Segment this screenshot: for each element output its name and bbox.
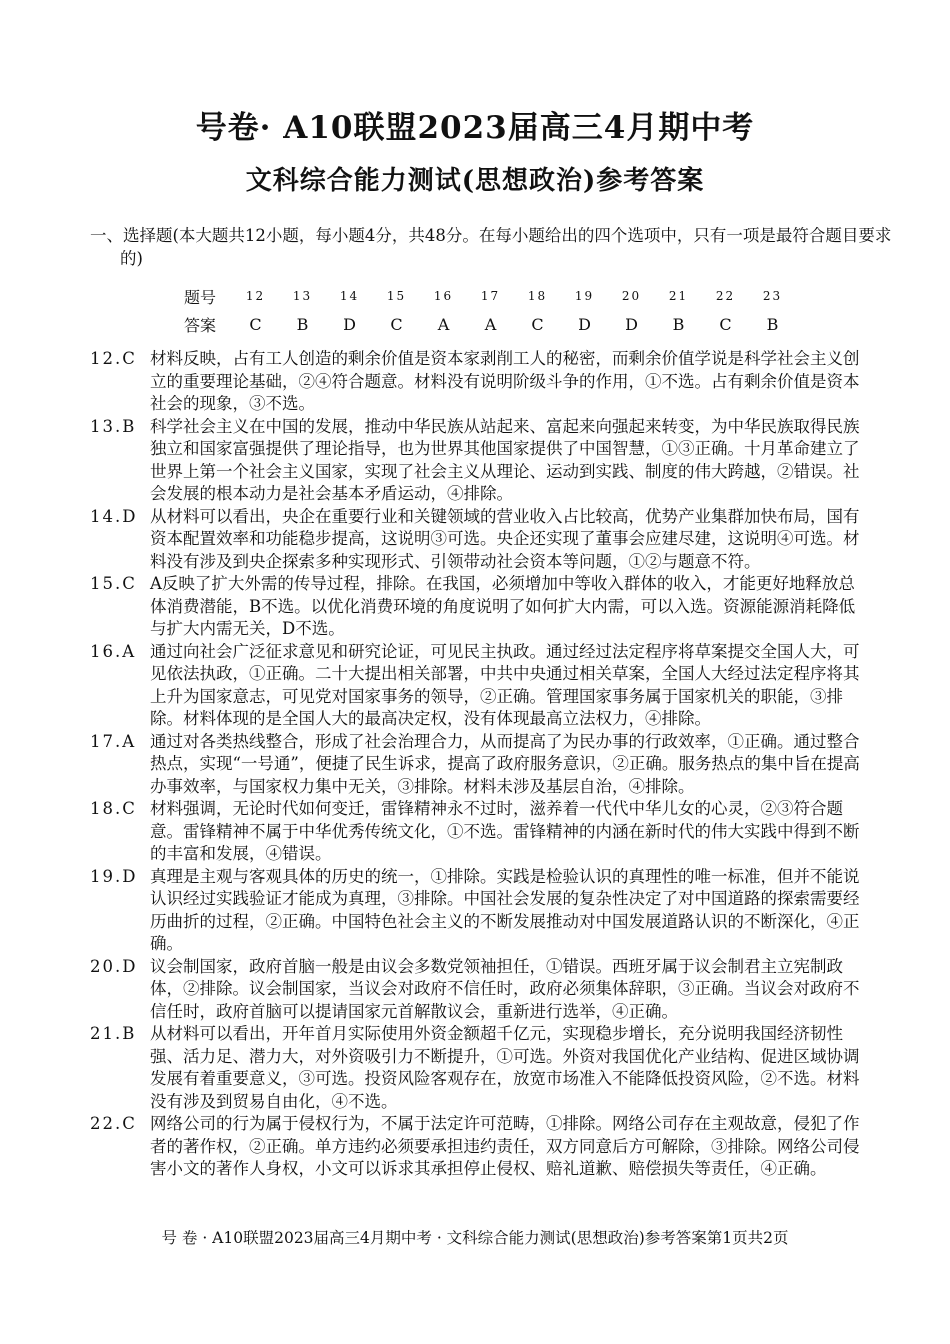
question-number-label: 题号	[184, 287, 217, 307]
explanation-text: 从材料可以看出，开年首月实际使用外资金额超千亿元，实现稳步增长，充分说明我国经济韧性强、活力足、潜力大，对外资吸引力不断提升，①可选。外资对我国优化产业结构、促进区域协调发展有着重要意义，③可选。投资风险客观存在，放宽市场准入不能降低投资风险，②不选。材料没有涉及到贸易自由化，④不选。	[150, 1024, 860, 1111]
explanation-label: 15.C	[90, 574, 137, 593]
explanation-label: 22.C	[90, 1114, 137, 1133]
question-number: 21	[668, 289, 689, 303]
explanation-item	[90, 506, 870, 574]
explanation-item	[90, 866, 870, 956]
explanation-text: 材料反映，占有工人创造的剩余价值是资本家剥削工人的秘密，而剩余价值学说是科学社会主义创立的重要理论基础，②④符合题意。材料没有说明阶级斗争的作用，①不选。占有剩余价值是资本社会的现象，③不选。	[150, 349, 860, 413]
explanation-text: 通过向社会广泛征求意见和研究论证，可见民主执政。通过经过法定程序将草案提交全国人大，可见依法执政，①正确。二十大提出相关部署，中共中央通过相关草案，全国人大经过法定程序将其上升为国家意志，可见党对国家事务的领导，②正确。管理国家事务属于国家机关的职能，③排除。材料体现的是全国人大的最高决定权，没有体现最高立法权力，④排除。	[150, 641, 860, 728]
explanation-label: 18.C	[90, 799, 137, 818]
answer-cell: A	[484, 314, 497, 334]
answer-cell: B	[672, 314, 685, 334]
explanation-label: 12.C	[90, 349, 137, 368]
explanation-label: 13.B	[90, 416, 137, 436]
answer-cell: C	[719, 314, 732, 334]
answer-label: 答案	[184, 315, 217, 335]
answer-cell: C	[249, 314, 262, 334]
question-number: 15	[386, 289, 407, 303]
explanation-text: 从材料可以看出，央企在重要行业和关键领域的营业收入占比较高，优势产业集群加快布局，国有资本配置效率和功能稳步提高，这说明③可选。央企还实现了董事会应建尽建，这说明④可选。材料没有涉及到央企探索多种实现形式、引领带动社会资本等问题，①②与题意不符。	[150, 506, 860, 571]
question-number: 12	[245, 289, 266, 303]
page-footer: 号 卷 · A10联盟2023届高三4月期中考 · 文科综合能力测试(思想政治)参考答案第1页共2页	[161, 1229, 789, 1247]
explanation-item	[90, 1113, 870, 1181]
question-number: 17	[480, 289, 501, 303]
answer-row	[184, 310, 796, 338]
explanation-label: 14.D	[90, 506, 138, 526]
explanation-item	[90, 798, 870, 866]
answer-cell: D	[343, 314, 356, 334]
explanation-label: 21.B	[90, 1024, 137, 1043]
explanation-label: 17.A	[90, 731, 137, 751]
question-number-row	[184, 282, 796, 310]
explanation-text: 通过对各类热线整合，形成了社会治理合力，从而提高了为民办事的行政效率，①正确。通过整合热点，实现“一号通”，便捷了民生诉求，提高了政府服务意识，②正确。服务热点的集中旨在提高办事效率，与国家权力集中无关，③排除。材料未涉及基层自治，④排除。	[150, 731, 860, 796]
explanation-item	[90, 416, 870, 506]
question-number: 16	[433, 289, 454, 303]
explanation-item	[90, 956, 870, 1024]
explanation-item	[90, 573, 870, 641]
question-number: 13	[292, 289, 313, 303]
answer-cell: D	[625, 314, 638, 334]
answer-cell: B	[296, 314, 309, 334]
explanation-text: 议会制国家，政府首脑一般是由议会多数党领袖担任，①错误。西班牙属于议会制君主立宪制政体，②排除。议会制国家，当议会对政府不信任时，政府必须集体辞职，③正确。当议会对政府不信任时，政府首脑可以提请国家元首解散议会，重新进行选举，④正确。	[150, 956, 860, 1021]
answer-cell: D	[578, 314, 591, 334]
explanation-text: 材料强调，无论时代如何变迁，雷锋精神永不过时，滋养着一代代中华儿女的心灵，②③符合题意。雷锋精神不属于中华优秀传统文化，①不选。雷锋精神的内涵在新时代的伟大实践中得到不断的丰富和发展，④错误。	[150, 799, 860, 863]
explanation-label: 20.D	[90, 956, 138, 976]
explanation-list	[90, 348, 870, 1181]
question-number: 20	[621, 289, 642, 303]
question-number: 19	[574, 289, 595, 303]
answer-cell: A	[437, 314, 450, 334]
answer-cell: C	[531, 314, 544, 334]
question-number: 18	[527, 289, 548, 303]
question-number: 23	[762, 289, 783, 303]
question-number: 22	[715, 289, 736, 303]
question-number: 14	[339, 289, 360, 303]
explanation-item	[90, 731, 870, 799]
explanation-text: 科学社会主义在中国的发展，推动中华民族从站起来、富起来向强起来转变，为中华民族取得民族独立和国家富强提供了理论指导，也为世界其他国家提供了中国智慧，①③正确。十月革命建立了世界上第一个社会主义国家，实现了社会主义从理论、运动到实践、制度的伟大跨越，②错误。社会发展的根本动力是社会基本矛盾运动，④排除。	[150, 416, 860, 503]
explanation-label: 16.A	[90, 641, 137, 661]
explanation-text: A反映了扩大外需的传导过程，排除。在我国，必须增加中等收入群体的收入，才能更好地释放总体消费潜能，B不选。以优化消费环境的角度说明了如何扩大内需，可以入选。资源能源消耗降低与扩大内需无关，D不选。	[150, 574, 856, 638]
explanation-label: 19.D	[90, 866, 138, 886]
explanation-item	[90, 641, 870, 731]
answer-cell: B	[766, 314, 779, 334]
explanation-item	[90, 1023, 870, 1113]
page-subtitle: 文科综合能力测试(思想政治)参考答案	[245, 166, 705, 196]
section-heading: 一、选择题(本大题共12小题，每小题4分，共48分。在每小题给出的四个选项中，只有一项是最符合题目要求的)	[90, 226, 892, 268]
page-title: 号卷· A10联盟2023届高三4月期中考	[195, 110, 755, 146]
answer-table	[184, 282, 796, 338]
answer-cell: C	[390, 314, 403, 334]
explanation-text: 真理是主观与客观具体的历史的统一，①排除。实践是检验认识的真理性的唯一标准，但并不能说认识经过实践验证才能成为真理，③排除。中国社会发展的复杂性决定了对中国道路的探索需要经历曲折的过程，②正确。中国特色社会主义的不断发展推动对中国发展道路认识的不断深化，④正确。	[150, 866, 860, 953]
explanation-item	[90, 348, 870, 416]
explanation-text: 网络公司的行为属于侵权行为，不属于法定许可范畴，①排除。网络公司存在主观故意，侵犯了作者的著作权，②正确。单方违约必须要承担违约责任，双方同意后方可解除，③排除。网络公司侵害小文的著作人身权，小文可以诉求其承担停止侵权、赔礼道歉、赔偿损失等责任，④正确。	[150, 1114, 860, 1178]
